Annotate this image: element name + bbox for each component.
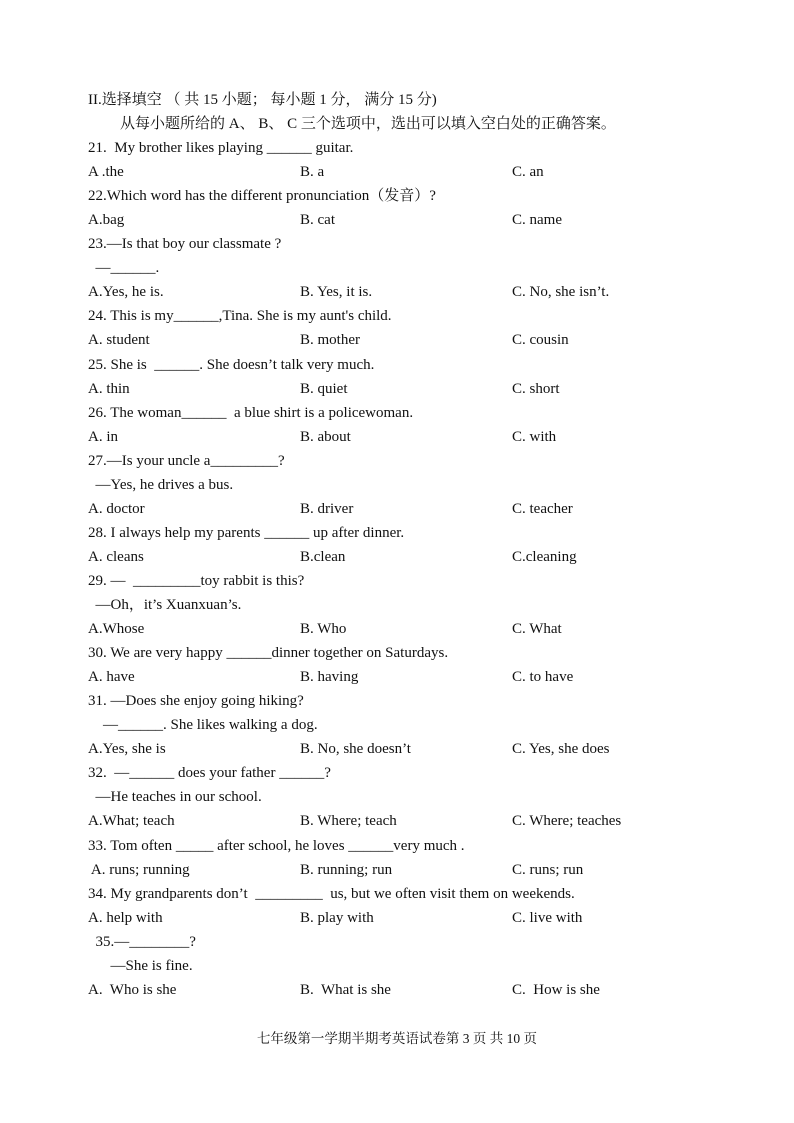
option-b: B. mother xyxy=(300,332,360,349)
option-a: A. doctor xyxy=(88,500,145,517)
option-c: C. runs; run xyxy=(512,861,584,878)
question-stem: 26. The woman______ a blue shirt is a policewoman. xyxy=(88,404,414,421)
section-instruction: 从每小题所给的 A、 B、 C 三个选项中，选出可以填入空白处的正确答案。 xyxy=(120,116,616,132)
option-c: C. live with xyxy=(512,909,583,926)
page-footer: 七年级第一学期半期考英语试卷第 3 页 共 10 页 xyxy=(256,1031,538,1046)
option-b: B. driver xyxy=(300,500,354,517)
option-b: B. quiet xyxy=(300,380,348,397)
question-response-line: —______. She likes walking a dog. xyxy=(88,717,318,734)
option-a: A .the xyxy=(88,164,124,181)
option-c: C. teacher xyxy=(512,500,573,517)
option-b: B. play with xyxy=(300,909,374,926)
option-c: C. No, she isn’t. xyxy=(512,284,610,301)
option-b: B. Who xyxy=(300,621,347,637)
option-b: B. What is she xyxy=(300,981,391,998)
option-c: C.cleaning xyxy=(512,548,577,565)
question-stem: 32. —______ does your father ______? xyxy=(88,765,331,782)
question-stem: 33. Tom often _____ after school, he loves ______very much . xyxy=(88,837,465,854)
section-heading: II.选择填空 （ 共 15 小题； 每小题 1 分， 满分 15 分) xyxy=(88,92,437,108)
question-stem: 27.—Is your uncle a_________? xyxy=(88,452,285,469)
option-b: B. Yes, it is. xyxy=(300,284,373,301)
option-a: A. have xyxy=(88,669,135,686)
option-a: A.bag xyxy=(88,212,125,229)
option-b: B. running; run xyxy=(300,861,393,878)
option-a: A.Yes, he is. xyxy=(88,284,164,301)
option-a: A. runs; running xyxy=(88,861,190,878)
option-a: A. help with xyxy=(88,909,163,926)
option-a: A.Yes, she is xyxy=(88,741,166,758)
question-stem: 22.Which word has the different pronunciation（发音）? xyxy=(88,188,436,205)
question-stem: 25. She is ______. She doesn’t talk very much. xyxy=(88,356,375,373)
option-c: C. name xyxy=(512,212,562,229)
option-c: C. short xyxy=(512,380,560,397)
option-b: B. a xyxy=(300,164,325,181)
option-b: B. Where; teach xyxy=(300,813,397,830)
option-c: C. How is she xyxy=(512,981,600,998)
question-stem: 30. We are very happy ______dinner together on Saturdays. xyxy=(88,645,449,661)
question-response-line: —Yes, he drives a bus. xyxy=(88,476,234,493)
question-stem: 35.—________? xyxy=(88,933,196,950)
option-a: A. student xyxy=(88,332,150,349)
question-response-line: —She is fine. xyxy=(88,957,193,974)
question-stem: 21. My brother likes playing ______ guitar. xyxy=(88,140,354,156)
option-a: A.Whose xyxy=(88,621,145,637)
question-stem: 28. I always help my parents ______ up after dinner. xyxy=(88,524,405,541)
question-stem: 34. My grandparents don’t _________ us, but we often visit them on weekends. xyxy=(88,885,575,902)
option-a: A. cleans xyxy=(88,548,144,565)
option-b: B. having xyxy=(300,669,359,686)
question-response-line: —He teaches in our school. xyxy=(88,789,262,806)
option-a: A.What; teach xyxy=(88,813,175,830)
option-c: C. an xyxy=(512,164,544,181)
question-stem: 31. —Does she enjoy going hiking? xyxy=(88,693,304,710)
question-response-line: —______. xyxy=(88,260,160,277)
option-b: B. about xyxy=(300,428,351,445)
question-stem: 29. — _________toy rabbit is this? xyxy=(88,572,305,589)
question-response-line: —Oh，it’s Xuanxuan’s. xyxy=(88,597,242,613)
option-c: C. What xyxy=(512,621,562,637)
option-b: B. No, she doesn’t xyxy=(300,741,411,758)
option-c: C. Where; teaches xyxy=(512,813,622,830)
question-stem: 23.—Is that boy our classmate ? xyxy=(88,236,282,253)
option-a: A. in xyxy=(88,428,118,445)
option-b: B.clean xyxy=(300,548,346,565)
option-c: C. with xyxy=(512,428,557,445)
option-b: B. cat xyxy=(300,212,335,229)
question-stem: 24. This is my______,Tina. She is my aunt's child. xyxy=(88,308,392,325)
option-c: C. to have xyxy=(512,669,574,686)
option-a: A. Who is she xyxy=(88,981,177,998)
option-c: C. Yes, she does xyxy=(512,741,610,758)
option-a: A. thin xyxy=(88,380,130,397)
option-c: C. cousin xyxy=(512,332,569,349)
